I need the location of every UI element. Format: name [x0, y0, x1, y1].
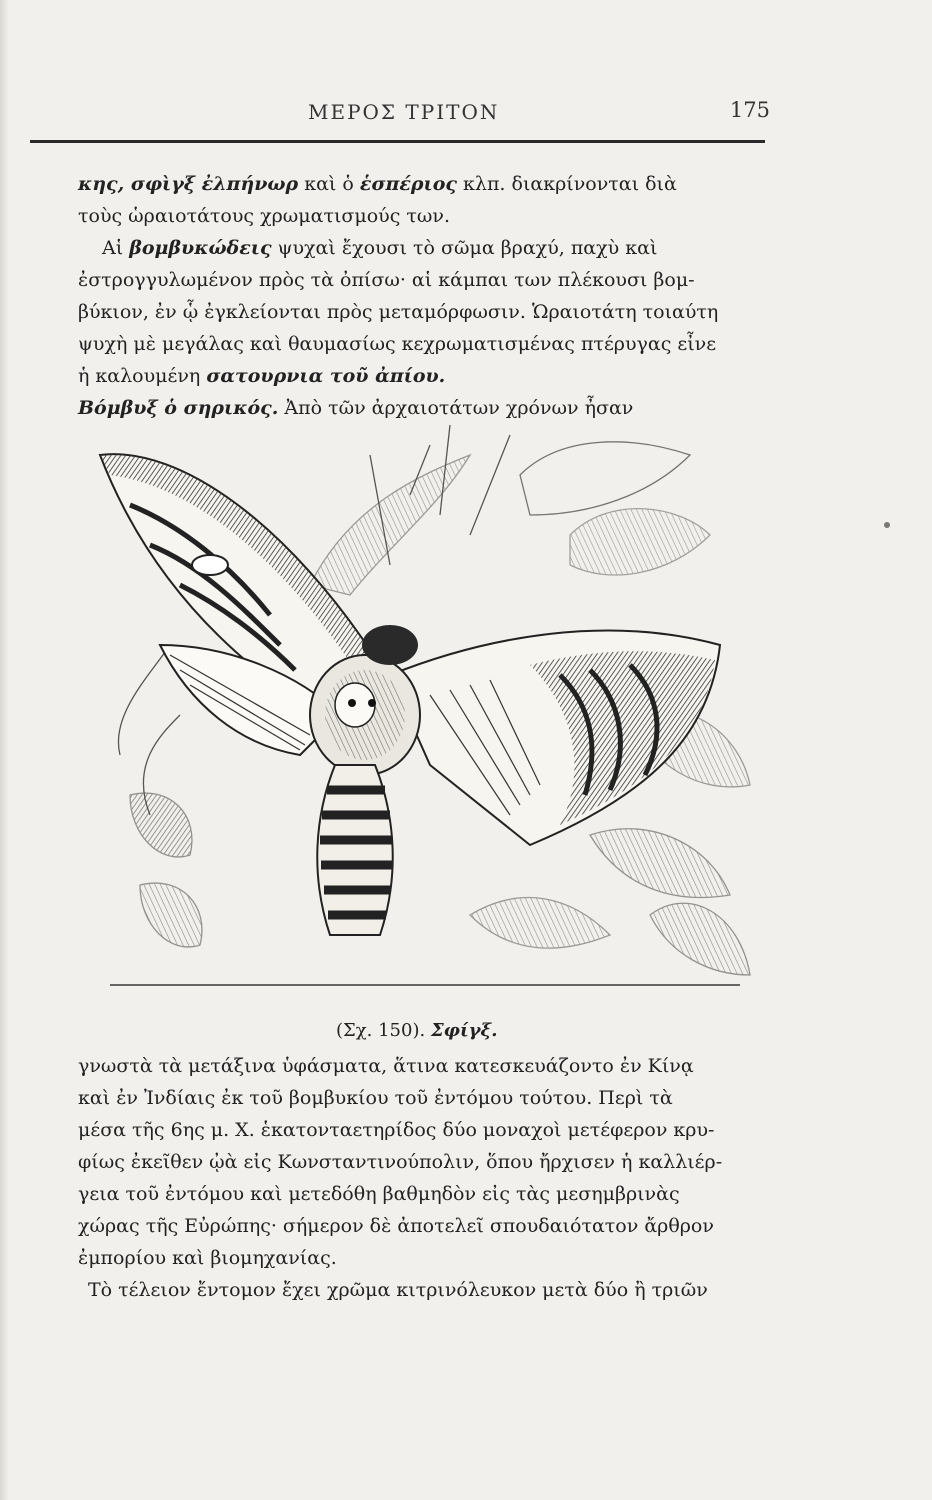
page-edge-shadow [0, 0, 8, 1500]
header-rule [30, 140, 765, 143]
text-line: Τὸ τέλειον ἔντομον ἔχει χρῶμα κιτρινόλευκον μετὰ δύο ἢ τριῶν [88, 1279, 708, 1301]
text-line: ἐμπορίου καὶ βιομηχανίας. [78, 1247, 337, 1269]
text-line: Αἱ βομβυκώδεις ψυχαὶ ἔχουσι τὸ σῶμα βραχύ, παχὺ καὶ [102, 237, 658, 259]
text-line: ἐστρογγυλωμένον πρὸς τὰ ὀπίσω· αἱ κάμπαι των πλέκουσι βομ- [78, 269, 695, 291]
text-line: βύκιον, ἐν ᾧ ἐγκλείονται πρὸς μεταμόρφωσιν. Ὡραιοτάτη τοιαύτη [78, 301, 719, 323]
text-line: μέσα τῆς 6ης μ. Χ. ἑκατονταετηρίδος δύο μοναχοὶ μετέφερον κρυ- [78, 1119, 715, 1141]
text-line: χώρας τῆς Εὐρώπης· σήμερον δὲ ἀποτελεῖ σπουδαιότατον ἄρθρον [78, 1215, 714, 1237]
text-line: κης, σφὶγξ ἐλπήνωρ καὶ ὁ ἑσπέριος κλπ. διακρίνονται διὰ [78, 173, 677, 195]
text-line: τοὺς ὡραιοτάτους χρωματισμούς των. [78, 205, 450, 227]
text-line: ἡ καλουμένη σατουρνια τοῦ ἀπίου. [78, 365, 446, 387]
sphinx-moth-engraving [90, 415, 760, 1015]
right-forewing [390, 631, 720, 845]
paragraph-top [78, 168, 768, 424]
running-title: ΜΕΡΟΣ ΤΡΙΤΟΝ [308, 100, 500, 124]
text-line: καὶ ἐν Ἰνδίαις ἐκ τοῦ βομβυκίου τοῦ ἐντόμου τούτου. Περὶ τὰ [78, 1087, 673, 1109]
text-line: γνωστὰ τὰ μετάξινα ὑφάσματα, ἅτινα κατεσκευάζοντο ἐν Κίνᾳ [78, 1055, 694, 1077]
text-line: ψυχὴ μὲ μεγάλας καὶ θαυμασίως κεχρωματισμένας πτέρυγας εἶνε [78, 333, 717, 355]
text-line: γεια τοῦ ἐντόμου καὶ μετεδόθη βαθμηδὸν εἰς τὰς μεσημβρινὰς [78, 1183, 680, 1205]
paragraph-bottom [78, 1050, 768, 1306]
page-number: 175 [729, 98, 770, 122]
text-line: Βόμβυξ ὁ σηρικός. Ἀπὸ τῶν ἀρχαιοτάτων χρόνων ἦσαν [78, 397, 634, 419]
page-header [90, 90, 770, 130]
moth-body [310, 625, 420, 935]
moth-illustration [90, 415, 760, 1015]
ink-speck [884, 522, 890, 528]
text-line: φίως ἐκεῖθεν ᾠὰ εἰς Κωνσταντινούπολιν, ὅπου ἤρχισεν ἡ καλλιέρ- [78, 1151, 723, 1173]
figure-caption: (Σχ. 150). Σφίγξ. [336, 1020, 498, 1041]
